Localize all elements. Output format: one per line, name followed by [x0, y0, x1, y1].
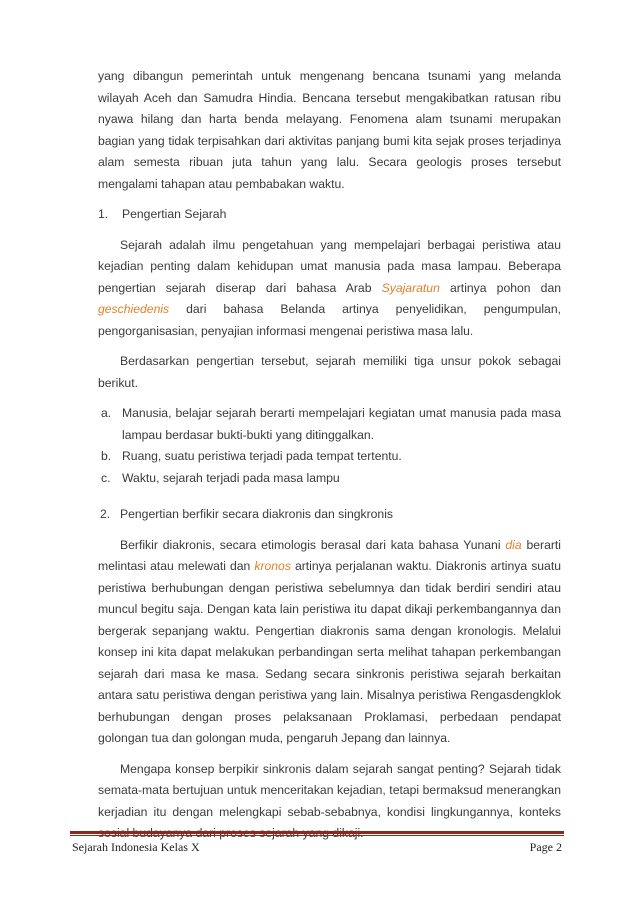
- section-heading-2: [100, 504, 561, 526]
- footer-title: Sejarah Indonesia Kelas X: [72, 840, 200, 854]
- list-item: [98, 468, 561, 490]
- section-number: 2.: [100, 507, 111, 521]
- footer-rule-thin: [70, 835, 564, 836]
- page-number: Page 2: [529, 840, 562, 854]
- term-kronos: kronos: [254, 559, 291, 573]
- term-dia: dia: [505, 537, 522, 552]
- term-syajaratun: Syajaratun: [381, 280, 440, 295]
- section-title: Pengertian berfikir secara diakronis dan singkronis: [120, 507, 394, 521]
- text-run: berarti melintasi atau melewati dan: [98, 537, 561, 573]
- text-run: artinya pohon dan: [439, 280, 561, 295]
- list-item: [98, 403, 561, 446]
- list-item: [98, 446, 561, 468]
- list-text: Waktu, sejarah terjadi pada masa lampu: [122, 470, 340, 485]
- paragraph-diakronis: [98, 535, 561, 750]
- term-geschiedenis: geschiedenis: [98, 302, 170, 316]
- paragraph-definition: [98, 235, 561, 343]
- page-footer: [72, 840, 562, 855]
- text-run: Berfikir diakronis, secara etimologis berasal dari kata bahasa Yunani: [120, 537, 506, 552]
- footer-rule-thick: [70, 831, 564, 834]
- text-run: dari bahasa Belanda artinya penyelidikan, pengumpulan, pengorganisasian, penyajian informasi mengenai peristiwa masa lalu.: [98, 302, 561, 338]
- section-heading-1: [98, 204, 561, 226]
- text-run: Sejarah adalah ilmu pengetahuan yang mempelajari berbagai peristiwa atau kejadian penting dalam kehidupan umat manusia pada masa lampau. Beberapa pengertian sejarah diserap dari bahasa Arab: [98, 237, 561, 295]
- page-body: [98, 66, 561, 845]
- list-marker: a.: [101, 406, 112, 420]
- paragraph-sinkronis: Mengapa konsep berpikir sinkronis dalam sejarah sangat penting? Sejarah tidak semata-mata bertujuan untuk menceritakan kejadian, tetapi bermaksud menerangkan kerjadian itu dengan melengkapi sebab-sebabnya, kondisi lingkungannya, konteks: [98, 761, 561, 819]
- paragraph-intro: yang dibangun pemerintah untuk mengenang bencana tsunami yang melanda wilayah Aceh dan Samudra Hindia. Bencana tersebut mengakibatkan ratusan ribu nyawa hilang dan harta benda melayang. Fenomena alam tsunami merupakan bagian yang tidak terpisahkan dari aktivitas panjang bumi kita sejak proses terjadinya alam semesta ribuan juta tahun yang lalu. Secara geologis proses tersebut mengalami tahapan atau pembabakan waktu.: [98, 69, 561, 191]
- paragraph-elements-intro: Berdasarkan pengertian tersebut, sejarah memiliki tiga unsur pokok sebagai berikut.: [98, 354, 561, 390]
- list-marker: b.: [101, 449, 112, 463]
- section-title: Pengertian Sejarah: [122, 207, 227, 221]
- list-text: Manusia, belajar sejarah berarti mempelajari kegiatan umat manusia pada masa lampau berdasar bukti-bukti yang ditinggalkan.: [122, 406, 561, 442]
- list-text: Ruang, suatu peristiwa terjadi pada tempat tertentu.: [122, 449, 402, 463]
- list-marker: c.: [101, 470, 111, 485]
- text-run: artinya perjalanan waktu. Diakronis artinya suatu peristiwa berhubungan dengan peristiwa sebelumnya dan tidak berdiri sendiri atau muncul begitu saja. Dengan kata lain peristiwa itu dapat dikaji perkembangannya dan bergerak sepanjang waktu. Pengertian diakronis sama dengan kronologis. Melalui konsep ini kita dapat melakukan perbandingan serta melihat tahapan perkembangan sejarah dari masa ke masa. Sedang secara sinkronis peristiwa sejarah berkaitan antara satu peristiwa dengan peristiwa yang lain. Misalnya peristiwa Rengasdengklok berhubungan dengan proses pelaksanaan Proklamasi, perbedaan pendapat golongan tua dan golongan muda, pengaruh Jepang dan lainnya.: [98, 559, 562, 745]
- section-number: 1.: [98, 207, 109, 221]
- elements-list: [98, 403, 561, 489]
